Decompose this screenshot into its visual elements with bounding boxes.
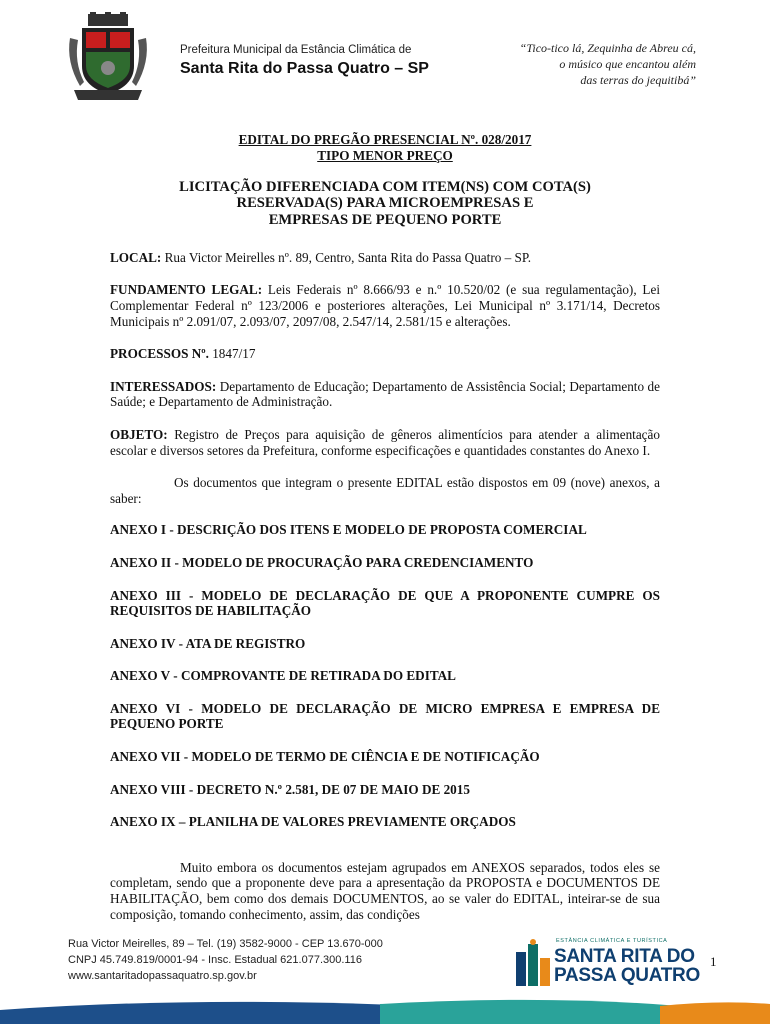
page-footer xyxy=(0,936,770,1024)
page-number: 1 xyxy=(710,954,717,969)
footer-address: Rua Victor Meirelles, 89 – Tel. (19) 3582-9000 - CEP 13.670-000 xyxy=(68,938,383,950)
motto-line: das terras do jequitibá” xyxy=(580,73,696,87)
annex-item: ANEXO II - MODELO DE PROCURAÇÃO PARA CREDENCIAMENTO xyxy=(110,554,534,570)
local-label: LOCAL: xyxy=(110,249,162,265)
footer-color-band xyxy=(0,996,770,1024)
annex-item: ANEXO VII - MODELO DE TERMO DE CIÊNCIA E DE NOTIFICAÇÃO xyxy=(110,749,540,765)
motto-line: o músico que encantou além xyxy=(559,57,696,71)
annex-item: ANEXO VIII - DECRETO N.º 2.581, DE 07 DE MAIO DE 2015 xyxy=(110,781,470,797)
document-subtitle xyxy=(110,179,660,228)
annex-item: ANEXO III - MODELO DE DECLARAÇÃO DE QUE A PROPONENTE CUMPRE OS REQUISITOS DE HABILITAÇÃO xyxy=(110,587,660,619)
processos-label: PROCESSOS Nº. xyxy=(110,346,209,362)
motto xyxy=(456,40,696,88)
processos-text: 1847/17 xyxy=(208,346,256,362)
motto-line: “Tico-tico lá, Zequinha de Abreu cá, xyxy=(519,41,696,55)
objeto-paragraph xyxy=(110,427,660,458)
objeto-label: OBJETO: xyxy=(110,426,168,442)
document-title-type: TIPO MENOR PREÇO xyxy=(317,147,453,163)
subtitle-line: RESERVADA(S) PARA MICROEMPRESAS E xyxy=(236,195,534,212)
municipality-name: Santa Rita do Passa Quatro – SP xyxy=(180,60,429,77)
final-paragraph: Muito embora os documentos estejam agrupados em ANEXOS separados, todos eles se completam, sendo que a proponente deve para a apresentação da PROPOSTA e DOCUMENTOS DE HABILITAÇÃO, bem como dos demais DOCUMENTOS, ao se valer do EDITAL, inteirar-se de sua composição, tomando conhecimento, assim, das condições xyxy=(110,859,660,922)
logo-line-2: PASSA QUATRO xyxy=(554,965,700,986)
annex-list xyxy=(110,522,660,830)
annex-item: ANEXO IX – PLANILHA DE VALORES PREVIAMENTE ORÇADOS xyxy=(110,814,516,830)
fundamento-paragraph xyxy=(110,282,660,329)
objeto-text: Registro de Preços para aquisição de gêneros alimentícios para atender a alimentação escolar e diversos setores da Prefeitura, conforme especificações e quantidades constantes do Anexo I. xyxy=(110,426,660,458)
logo-tagline: ESTÂNCIA CLIMÁTICA E TURÍSTICA xyxy=(556,938,668,944)
logo-line-1: SANTA RITA DO xyxy=(554,946,695,967)
footer-website: www.santaritadopassaquatro.sp.gov.br xyxy=(68,970,257,982)
interessados-label: INTERESSADOS: xyxy=(110,378,217,394)
municipal-crest-icon xyxy=(66,12,150,104)
subtitle-line: LICITAÇÃO DIFERENCIADA COM ITEM(NS) COM COTA(S) xyxy=(179,179,591,196)
municipality-line: Prefeitura Municipal da Estância Climática de xyxy=(180,44,412,56)
annex-item: ANEXO VI - MODELO DE DECLARAÇÃO DE MICRO EMPRESA E EMPRESA DE PEQUENO PORTE xyxy=(110,700,660,732)
page-header xyxy=(0,0,770,120)
subtitle-line: EMPRESAS DE PEQUENO PORTE xyxy=(268,211,502,228)
intro-paragraph: Os documentos que integram o presente EDITAL estão dispostos em 09 (nove) anexos, a saber: xyxy=(110,475,660,506)
footer-contact xyxy=(68,936,383,984)
local-paragraph xyxy=(110,250,660,266)
city-logo-mark-icon xyxy=(512,938,552,988)
annex-item: ANEXO IV - ATA DE REGISTRO xyxy=(110,635,306,651)
interessados-paragraph xyxy=(110,379,660,410)
local-text: Rua Victor Meirelles nº. 89, Centro, Santa Rita do Passa Quatro – SP. xyxy=(161,249,531,265)
document-body xyxy=(110,132,660,938)
document-title: EDITAL DO PREGÃO PRESENCIAL Nº. 028/2017 xyxy=(238,132,532,147)
footer-registry: CNPJ 45.749.819/0001-94 - Insc. Estadual 621.077.300.116 xyxy=(68,954,362,966)
annex-item: ANEXO I - DESCRIÇÃO DOS ITENS E MODELO DE PROPOSTA COMERCIAL xyxy=(110,522,587,538)
fundamento-text: Leis Federais nº 8.666/93 e n.º 10.520/02 (e sua regulamentação), Lei Complementar Federal nº 123/2006 e posteriores alterações, Lei Municipal nº 3.171/14, Decretos Municipais nº 2.091/07, 2.093/07, 2097/08, 2.547/14, 2.581/15 e alterações. xyxy=(110,282,660,329)
interessados-text: Departamento de Educação; Departamento de Assistência Social; Departamento de Saúde; e Departamento de Administração. xyxy=(110,378,660,410)
fundamento-label: FUNDAMENTO LEGAL: xyxy=(110,282,263,298)
city-logo xyxy=(512,936,702,990)
annex-item: ANEXO V - COMPROVANTE DE RETIRADA DO EDITAL xyxy=(110,668,456,684)
processos-paragraph xyxy=(110,346,660,362)
